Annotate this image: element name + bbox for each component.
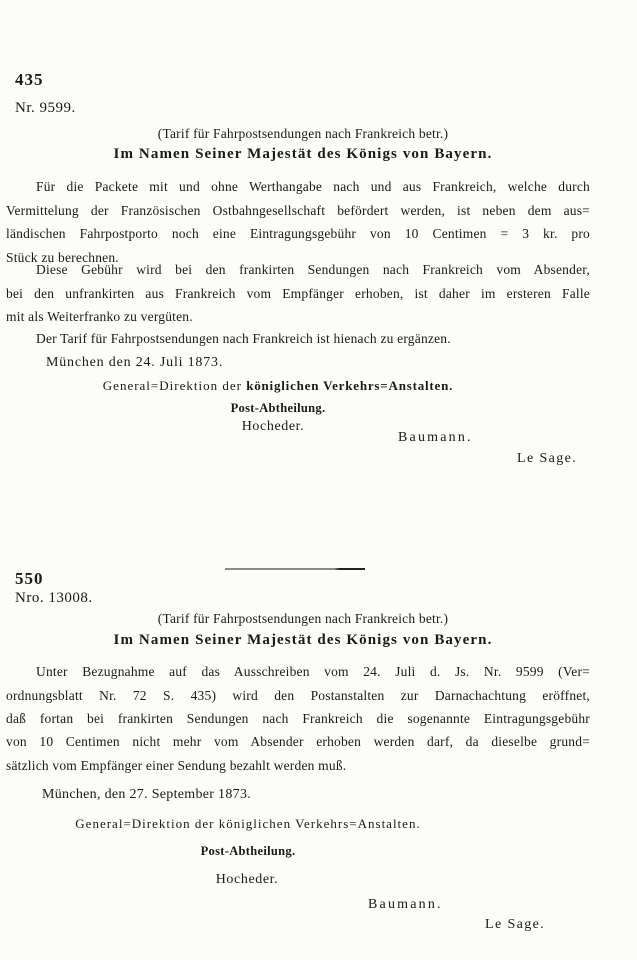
signature-lesage-1: Le Sage. bbox=[517, 451, 578, 466]
dateline-2: München, den 27. September 1873. bbox=[42, 787, 252, 802]
closing-line-1: Der Tarif für Fahrpostsendungen nach Frankreich ist hienach zu ergänzen. bbox=[36, 331, 451, 346]
body-line: daß fortan bei frankirten Sendungen nach Frankreich die sogenannte Eintragungsgebühr bbox=[6, 711, 590, 726]
signature-hocheder-2: Hocheder. bbox=[215, 872, 279, 887]
body-line: Diese Gebühr wird bei den frankirten Sendungen nach Frankreich vom Absender, bbox=[36, 262, 590, 277]
signature-lesage-2: Le Sage. bbox=[485, 917, 546, 932]
body-line: Stück zu berechnen. bbox=[6, 250, 119, 265]
dateline-1: München den 24. Juli 1873. bbox=[46, 355, 224, 370]
royal-proclamation-title-2: Im Namen Seiner Majestät des Königs von Bayern. bbox=[113, 632, 493, 648]
royal-proclamation-title-1: Im Namen Seiner Majestät des Königs von Bayern. bbox=[113, 146, 493, 162]
subject-line-1: (Tarif für Fahrpostsendungen nach Frankreich betr.) bbox=[157, 126, 449, 141]
authority-line-2: General=Direktion der königlichen Verkehrs=Anstalten. bbox=[75, 816, 421, 831]
body-line: ländischen Fahrpostporto noch eine Eintragungsgebühr von 10 Centimen = 3 kr. pro bbox=[6, 226, 590, 241]
signature-baumann-2: Baumann. bbox=[368, 897, 443, 912]
department-line-1: Post-Abtheilung. bbox=[230, 401, 326, 415]
body-line: mit als Weiterfranko zu vergüten. bbox=[6, 309, 193, 324]
body-line: sätzlich vom Empfänger einer Sendung bezahlt werden muß. bbox=[6, 758, 347, 773]
page-number-435: 435 bbox=[15, 70, 44, 89]
page-number-550: 550 bbox=[15, 569, 44, 588]
body-line: Unter Bezugnahme auf das Ausschreiben vom 24. Juli d. Js. Nr. 9599 (Ver= bbox=[36, 664, 590, 679]
authority-line-1 bbox=[8, 378, 548, 394]
subject-line-2: (Tarif für Fahrpostsendungen nach Frankreich betr.) bbox=[157, 611, 449, 626]
ordinance-number-9599: Nr. 9599. bbox=[15, 100, 76, 116]
section-divider-rule bbox=[225, 568, 365, 570]
department-line-2: Post-Abtheilung. bbox=[200, 844, 296, 858]
body-line: bei den unfrankirten aus Frankreich vom Empfänger erhoben, ist daher im ersteren Falle bbox=[6, 286, 590, 301]
ordinance-number-13008: Nro. 13008. bbox=[15, 590, 93, 606]
body-line: Vermittelung der Französischen Ostbahngesellschaft befördert werden, ist neben dem aus= bbox=[6, 203, 590, 218]
body-line: ordnungsblatt Nr. 72 S. 435) wird den Postanstalten zur Darnachachtung eröffnet, bbox=[6, 688, 590, 703]
body-line: Für die Packete mit und ohne Werthangabe nach und aus Frankreich, welche durch bbox=[36, 179, 590, 194]
signature-baumann-1: Baumann. bbox=[398, 430, 473, 445]
signature-hocheder-1: Hocheder. bbox=[241, 419, 305, 434]
authority-bold: königlichen Verkehrs=Anstalten. bbox=[246, 378, 454, 393]
body-line: von 10 Centimen nicht mehr vom Absender erhoben werden darf, da dieselbe grund= bbox=[6, 734, 590, 749]
authority-prefix: General=Direktion der bbox=[102, 378, 247, 393]
